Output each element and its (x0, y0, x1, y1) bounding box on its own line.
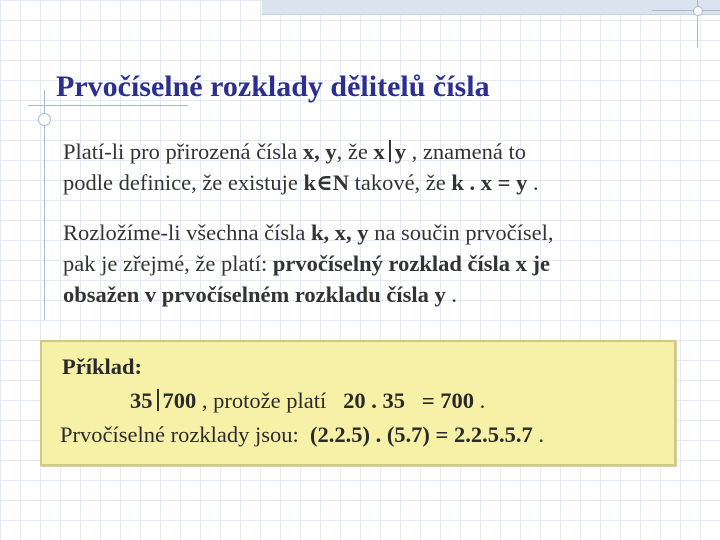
variable-x: x (373, 139, 385, 164)
text-run: na součin prvočísel, (368, 220, 554, 245)
text-run: . (532, 422, 544, 447)
variables-xy: x, y (302, 139, 337, 164)
definition-line-1 (63, 136, 539, 167)
number-700: 700 (162, 388, 197, 413)
example-box (40, 340, 676, 466)
divides-symbol-icon (389, 140, 391, 161)
top-decorative-band (262, 0, 720, 15)
equation-kx-y: k . x = y (451, 170, 528, 195)
element-of-symbol-icon: ∈ (316, 170, 333, 195)
factorization-line-1 (63, 217, 554, 248)
naturals-symbol: N (332, 170, 349, 195)
text-run: , že (336, 139, 374, 164)
factorization-line-2 (63, 248, 554, 279)
factorization-equation: (2.2.5) . (5.7) = 2.2.5.5.7 (309, 422, 533, 447)
definition-paragraph (63, 136, 539, 198)
number-35: 35 (130, 388, 153, 413)
text-run: Platí-li pro přirozená čísla (63, 139, 303, 164)
variables-kxy: k, x, y (311, 220, 369, 245)
corner-circle-ornament (693, 6, 703, 16)
text-run: . (474, 388, 486, 413)
variable-y: y (394, 139, 407, 164)
text-run: pak je zřejmé, že platí: (63, 251, 273, 276)
bold-statement: obsažen v prvočíselném rozkladu čísla y (63, 282, 446, 307)
equation-20-35-700: 20 . 35 = 700 (343, 388, 475, 413)
text-run: Prvočíselné rozklady jsou: (60, 422, 310, 447)
example-line-divisibility (130, 386, 485, 416)
factorization-paragraph (63, 217, 554, 310)
definition-line-2 (63, 167, 539, 198)
factorization-line-3 (63, 279, 554, 310)
example-line-factorizations (60, 420, 544, 450)
example-heading: Příklad: (62, 354, 143, 379)
text-run: takové, že (348, 170, 452, 195)
bold-statement: prvočíselný rozklad čísla x je (272, 251, 550, 276)
variable-k: k (303, 170, 317, 195)
text-run: Rozložíme-li všechna čísla (63, 220, 312, 245)
text-run: , protože platí (196, 388, 344, 413)
divides-symbol-icon (157, 389, 159, 410)
text-run: . (527, 170, 539, 195)
text-run: , znamená to (406, 139, 526, 164)
title-underline (28, 105, 188, 106)
text-run: podle definice, že existuje (63, 170, 304, 195)
text-run: . (445, 282, 457, 307)
slide-title: Prvočíselné rozklady dělitelů čísla (56, 70, 490, 103)
rule-circle-ornament (38, 113, 51, 126)
corner-horizontal-line (652, 10, 720, 11)
